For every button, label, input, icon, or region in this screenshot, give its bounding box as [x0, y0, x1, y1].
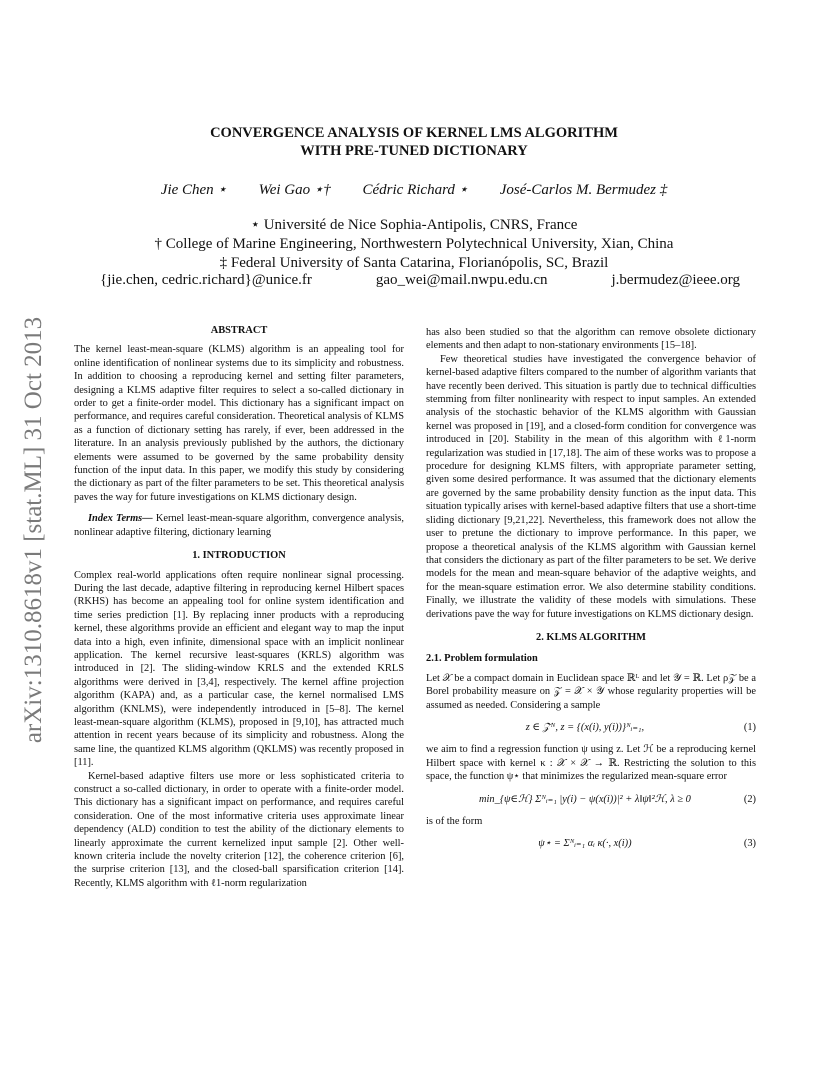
index-terms-text: Kernel least-mean-square algorithm, convergence analysis, nonlinear adaptive filtering, dictionary learning — [74, 513, 404, 538]
left-column — [74, 324, 404, 890]
intro-paragraph-1: Complex real-world applications often require nonlinear signal processing. During the last decade, adaptive filtering in reproducing kernel Hilbert spaces (RKHS) has become an appealing tool for online system identification and time series prediction [1]. By replacing inner products with a reproducing kernel, these algorithms provide an efficient and elegant way to map the input data into a high, even infinite, dimensional space with an implicit nonlinear application. The kernel recursive least-squares (KRLS) algorithm was introduced in [2]. The sliding-window KRLS and the extended KRLS algorithms were derived in [3,4], respectively. The kernel affine projection algorithm (KAPA) and, as a particular case, the kernel normalised LMS algorithm (KNLMS), were independently introduced in [5–8]. The kernel least-mean-square algorithm (KLMS), proposed in [9,10], has attracted much attention in recent years because of its simplicity and robustness. Along the same line, the quantized KLMS algorithm (QKLMS) was recently proposed in [11]. — [74, 569, 404, 769]
paper-title — [0, 124, 828, 160]
author: Jie Chen ⋆ — [160, 182, 227, 198]
abstract-text: The kernel least-mean-square (KLMS) algorithm is an appealing tool for online identification of nonlinear systems due to its simplicity and robustness. In addition to choosing a reproducing kernel and setting filter parameters, designing a KLMS adaptive filter requires to select a so-called dictionary in order to get a finite-order model. This dictionary has a significant impact on performance, and requires careful consideration. Theoretical analysis of KLMS as a function of dictionary setting has rarely, if ever, been addressed in the literature. In an analysis previously published by the authors, the dictionary elements were assumed to be governed by the same probability density function of the input data. In this paper, we modify this study by considering the dictionary as part of the filter parameters to be set. This theoretical analysis paves the way for future investigations on KLMS dictionary design. — [74, 344, 404, 503]
arxiv-stamp — [14, 290, 54, 770]
affiliation: † College of Marine Engineering, Northwestern Polytechnical University, Xian, China — [154, 236, 674, 252]
title-line-2: WITH PRE-TUNED DICTIONARY — [300, 143, 528, 159]
intro-paragraph-2: Kernel-based adaptive filters use more or less sophisticated criteria to construct a so-called dictionary, in order to operate with a finite-order model. This dictionary has a significant impact on performance, and requires careful consideration. One of the most informative criteria uses approximate linear dependency (ALD) condition to test the ability of the dictionary elements to linearly approximate the current kernelized input sample [2]. Other well-known criteria include the novelty criterion [12], the coherence criterion [6], the surprise criterion [13], and the closed-ball sparsification criterion [14]. Recently, KLMS algorithm with ℓ1-norm regularization — [74, 770, 404, 889]
affiliation: ‡ Federal University of Santa Catarina, Florianópolis, SC, Brazil — [219, 255, 609, 271]
email: gao_wei@mail.nwpu.edu.cn — [375, 272, 548, 288]
equation-2-body: min_{ψ∈ℋ} Σᴺᵢ₌₁ |y(i) − ψ(x(i))|² + λ‖ψ‖²ℋ, λ ≥ 0 — [479, 793, 691, 805]
problem-paragraph-2: we aim to find a regression function ψ using z. Let ℋ be a reproducing kernel Hilbert space with kernel κ : 𝒳 × 𝒳 → ℝ. Restricting the solution to this space, the function ψ⋆ that minimizes the regularized mean-square error — [426, 744, 756, 783]
equation-1-number: (1) — [743, 721, 756, 733]
right-paragraph-1: has also been studied so that the algorithm can remove obsolete dictionary elements and then adapt to non-stationary environments [15–18]. — [426, 327, 756, 352]
equation-1-body: z ∈ 𝒵ᴺ, z = {(x(i), y(i))}ᴺᵢ₌₁, — [525, 721, 645, 733]
right-paragraph-2: Few theoretical studies have investigated the convergence behavior of kernel-based adaptive filters compared to the number of algorithm variants that have recently been derived. This situation is partly due to technical difficulties stemming from filter nonlinearity with respect to input samples. An extended analysis of the stochastic behavior of the KLMS algorithm with Gaussian kernel was proposed in [19], and a closed-form condition for convergence was introduced in [20]. Stability in the mean of this algorithm with ℓ1-norm regularization was studied in [17,18]. The aim of these works was to propose a procedure for designing KLMS filters, with appropriate parameter setting, given some desired performance. It was assumed that the dictionary elements are governed by the same probability density function as the input data. This situation typically arises with kernel-based adaptive filters that use a short-time sliding dictionary [9,21,22]. Nevertheless, this framework does not allow the user to pretune the dictionary to improve performance. In this paper, we propose a theoretical analysis of the KLMS algorithm with Gaussian kernel that considers the dictionary as part of the filter parameters to be set. We derive models for the mean and mean-square behavior of the adaptive weights, and for the mean-square estimation error. We also determine stability conditions. Finally, we illustrate the validity of these models with simulations. These derivations pave the way for future investigations on KLMS dictionary design. — [426, 353, 756, 620]
email: j.bermudez@ieee.org — [611, 272, 740, 288]
index-terms — [74, 512, 404, 539]
affiliations — [0, 216, 828, 273]
equation-3 — [426, 837, 756, 850]
section-1-heading: 1. INTRODUCTION — [192, 550, 286, 562]
email-list — [100, 272, 740, 289]
section-2-heading: 2. KLMS ALGORITHM — [536, 631, 646, 643]
right-column — [426, 326, 756, 860]
author: Wei Gao ⋆† — [258, 182, 331, 198]
equation-3-body: ψ⋆ = Σᴺᵢ₌₁ αᵢ κ(·, x(i)) — [538, 838, 632, 850]
equation-2 — [426, 793, 756, 806]
author: José-Carlos M. Bermudez ‡ — [499, 182, 668, 198]
abstract-heading: ABSTRACT — [210, 325, 268, 336]
author: Cédric Richard ⋆ — [362, 182, 468, 198]
arxiv-stamp-text: arXiv:1310.8618v1 [stat.ML] 31 Oct 2013 — [20, 316, 47, 744]
problem-paragraph-1: Let 𝒳 be a compact domain in Euclidean space ℝᴸ and let 𝒴 = ℝ. Let ρ𝒵 be a Borel probability measure on 𝒵 = 𝒳 × 𝒴 whose regularity properties will be assumed as needed. Considering a sample — [426, 672, 756, 711]
affiliation: ⋆ Université de Nice Sophia-Antipolis, CNRS, France — [250, 217, 578, 233]
equation-1 — [426, 721, 756, 734]
index-terms-label: Index Terms— — [88, 513, 153, 525]
title-line-1: CONVERGENCE ANALYSIS OF KERNEL LMS ALGORITHM — [210, 125, 618, 141]
email: {jie.chen, cedric.richard}@unice.fr — [100, 272, 312, 288]
equation-3-number: (3) — [743, 838, 756, 850]
equation-2-number: (2) — [743, 793, 756, 805]
section-2-1-heading: 2.1. Problem formulation — [426, 653, 538, 665]
problem-paragraph-3: is of the form — [426, 816, 483, 827]
author-list — [0, 180, 828, 199]
